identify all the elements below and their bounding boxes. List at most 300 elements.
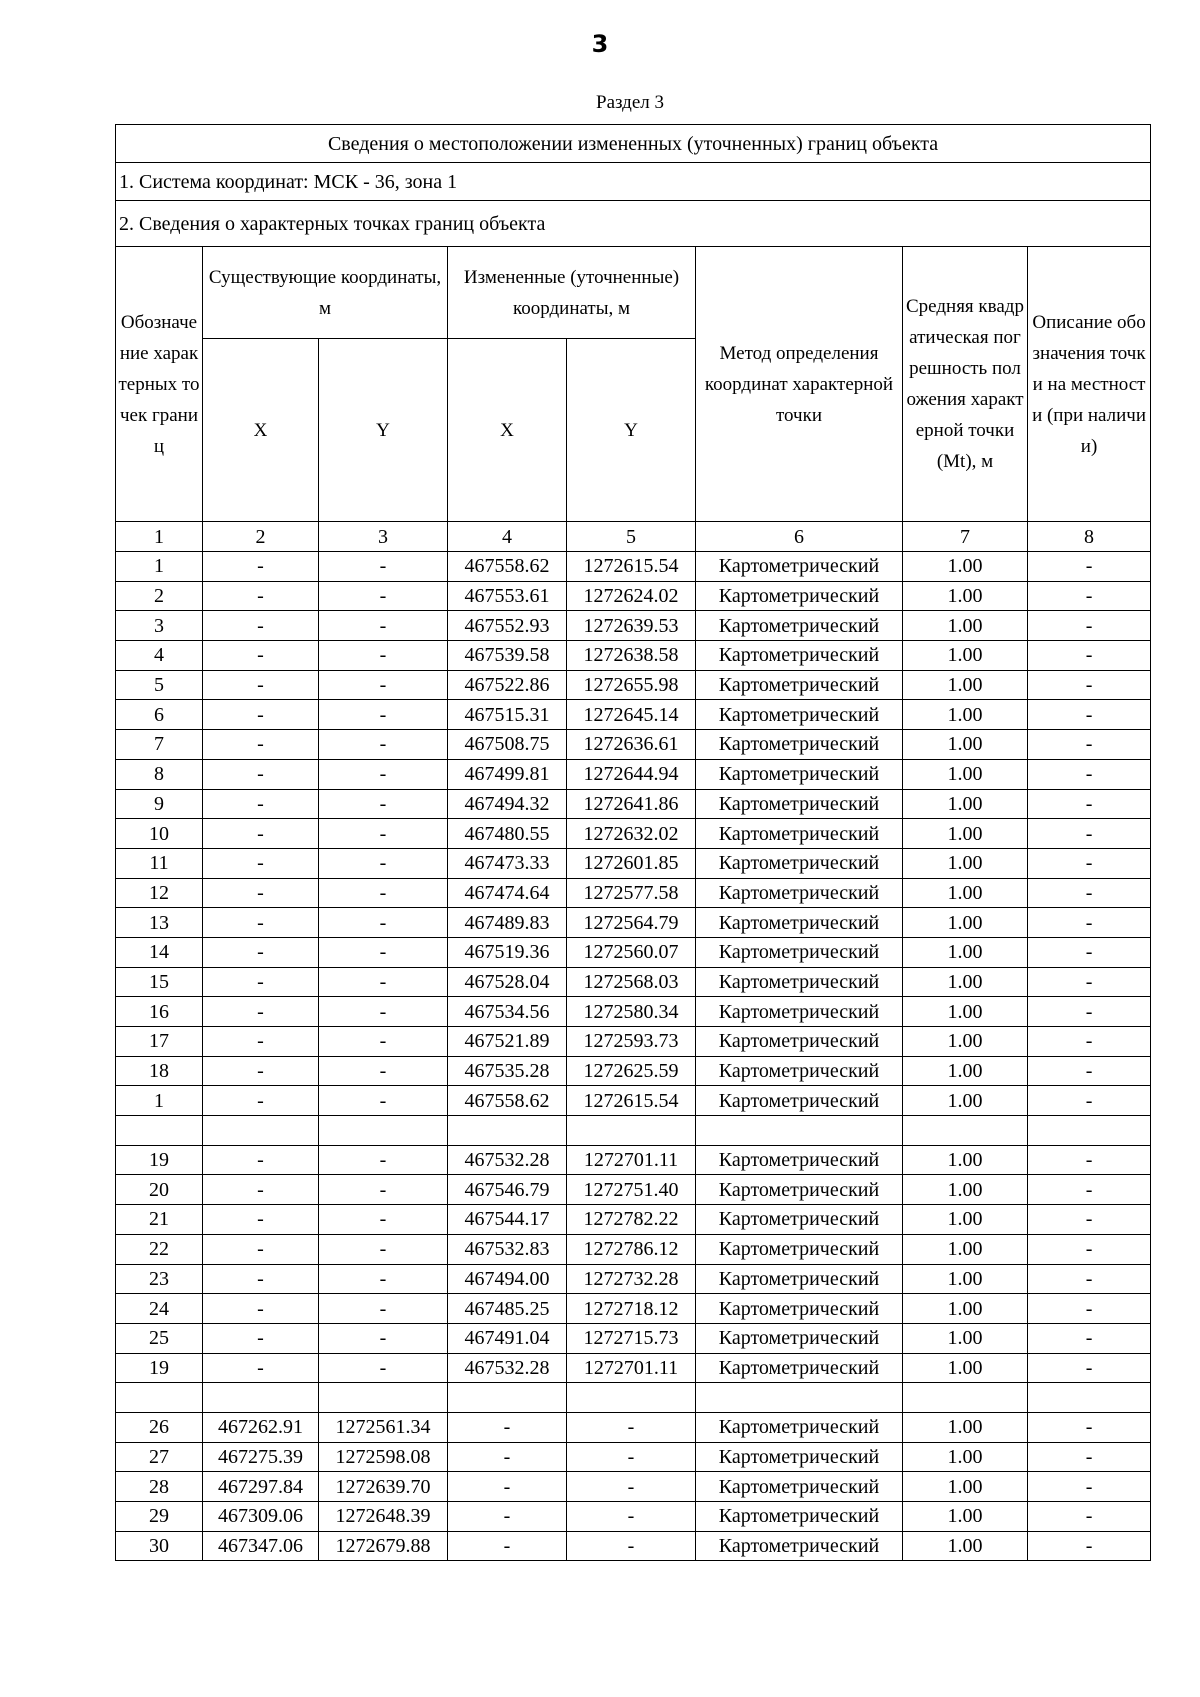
- table-cell: 1.00: [903, 819, 1028, 849]
- table-cell: -: [203, 908, 319, 938]
- empty-cell: [1028, 1116, 1151, 1146]
- table-cell: -: [319, 1323, 448, 1353]
- table-cell: -: [203, 759, 319, 789]
- table-cell: 1.00: [903, 552, 1028, 582]
- table-cell: -: [1028, 700, 1151, 730]
- column-number: 6: [696, 522, 903, 552]
- table-cell: Картометрический: [696, 997, 903, 1027]
- table-cell: -: [319, 730, 448, 760]
- table-cell: 1272751.40: [567, 1175, 696, 1205]
- table-cell: 1.00: [903, 878, 1028, 908]
- table-row: [116, 1145, 1151, 1175]
- table-row: [116, 1294, 1151, 1324]
- table-cell: -: [319, 1175, 448, 1205]
- table-cell: -: [1028, 1234, 1151, 1264]
- table-cell: Картометрический: [696, 581, 903, 611]
- table-cell: 467532.83: [448, 1234, 567, 1264]
- table-cell: Картометрический: [696, 700, 903, 730]
- table-cell: 1272732.28: [567, 1264, 696, 1294]
- table-cell: -: [319, 819, 448, 849]
- table-cell: Картометрический: [696, 611, 903, 641]
- table-cell: 1.00: [903, 1027, 1028, 1057]
- table-cell: 1272638.58: [567, 641, 696, 671]
- header-changed-y: Y: [567, 339, 696, 522]
- table-cell: 15: [116, 967, 203, 997]
- empty-cell: [448, 1116, 567, 1146]
- table-cell: 1: [116, 1086, 203, 1116]
- table-cell: 22: [116, 1234, 203, 1264]
- table-cell: -: [567, 1412, 696, 1442]
- table-cell: 1272718.12: [567, 1294, 696, 1324]
- table-cell: 24: [116, 1294, 203, 1324]
- table-cell: -: [319, 937, 448, 967]
- table-cell: 12: [116, 878, 203, 908]
- table-cell: 467553.61: [448, 581, 567, 611]
- separator-row: [116, 1116, 1151, 1146]
- table-cell: 5: [116, 670, 203, 700]
- table-row: [116, 1175, 1151, 1205]
- table-cell: 1.00: [903, 700, 1028, 730]
- table-cell: -: [1028, 1086, 1151, 1116]
- table-cell: -: [1028, 1353, 1151, 1383]
- table-cell: 1272593.73: [567, 1027, 696, 1057]
- table-cell: -: [319, 967, 448, 997]
- table-cell: 6: [116, 700, 203, 730]
- empty-cell: [903, 1116, 1028, 1146]
- table-cell: 1272615.54: [567, 552, 696, 582]
- table-cell: -: [1028, 1502, 1151, 1532]
- table-row: [116, 819, 1151, 849]
- table-cell: 3: [116, 611, 203, 641]
- table-cell: 4: [116, 641, 203, 671]
- table-cell: -: [1028, 1294, 1151, 1324]
- table-cell: 1272624.02: [567, 581, 696, 611]
- table-cell: 1.00: [903, 1056, 1028, 1086]
- table-cell: -: [203, 1027, 319, 1057]
- empty-cell: [448, 1383, 567, 1413]
- table-cell: 1272639.70: [319, 1472, 448, 1502]
- table-cell: 1.00: [903, 1145, 1028, 1175]
- table-cell: 1272641.86: [567, 789, 696, 819]
- table-cell: 1272679.88: [319, 1531, 448, 1561]
- table-cell: 1272580.34: [567, 997, 696, 1027]
- points-info-row: 2. Сведения о характерных точках границ объекта: [116, 201, 1151, 247]
- table-cell: 14: [116, 937, 203, 967]
- table-cell: 1272701.11: [567, 1145, 696, 1175]
- empty-cell: [319, 1383, 448, 1413]
- table-row: [116, 1056, 1151, 1086]
- table-row: [116, 759, 1151, 789]
- table-cell: -: [1028, 1175, 1151, 1205]
- table-row: [116, 552, 1151, 582]
- table-cell: 467485.25: [448, 1294, 567, 1324]
- table-cell: -: [203, 670, 319, 700]
- table-row: [116, 641, 1151, 671]
- coord-system-row: 1. Система координат: МСК - 36, зона 1: [116, 163, 1151, 201]
- table-cell: 1272560.07: [567, 937, 696, 967]
- table-cell: -: [319, 1027, 448, 1057]
- table-cell: 18: [116, 1056, 203, 1086]
- header-existing-y: Y: [319, 339, 448, 522]
- header-existing-coordinates: Существующие координаты, м: [203, 247, 448, 339]
- table-cell: -: [1028, 581, 1151, 611]
- table-cell: Картометрический: [696, 1442, 903, 1472]
- header-point-designation: Обозначение характерных точек границ: [116, 247, 203, 522]
- table-cell: 1.00: [903, 1175, 1028, 1205]
- column-number: 1: [116, 522, 203, 552]
- table-cell: -: [1028, 1056, 1151, 1086]
- table-cell: -: [448, 1531, 567, 1561]
- table-cell: -: [319, 700, 448, 730]
- table-cell: 1.00: [903, 1412, 1028, 1442]
- table-cell: 1.00: [903, 1531, 1028, 1561]
- header-accuracy: Средняя квадратическая погрешность положения характерной точки (Mt), м: [903, 247, 1028, 522]
- table-cell: 467522.86: [448, 670, 567, 700]
- table-cell: 1.00: [903, 937, 1028, 967]
- column-number: 5: [567, 522, 696, 552]
- table-cell: 1.00: [903, 967, 1028, 997]
- table-row: [116, 1472, 1151, 1502]
- table-cell: Картометрический: [696, 1353, 903, 1383]
- table-cell: Картометрический: [696, 1145, 903, 1175]
- table-cell: -: [319, 1264, 448, 1294]
- table-cell: -: [1028, 878, 1151, 908]
- table-cell: 23: [116, 1264, 203, 1294]
- table-cell: 1.00: [903, 1234, 1028, 1264]
- table-row: [116, 1264, 1151, 1294]
- table-cell: 467473.33: [448, 848, 567, 878]
- table-cell: -: [448, 1502, 567, 1532]
- table-row: [116, 1086, 1151, 1116]
- empty-cell: [567, 1383, 696, 1413]
- table-cell: 1272644.94: [567, 759, 696, 789]
- table-cell: -: [567, 1472, 696, 1502]
- table-cell: -: [319, 997, 448, 1027]
- table-cell: -: [567, 1502, 696, 1532]
- table-cell: Картометрический: [696, 1472, 903, 1502]
- table-cell: -: [319, 670, 448, 700]
- table-cell: 1272625.59: [567, 1056, 696, 1086]
- table-cell: -: [1028, 1472, 1151, 1502]
- table-title: Сведения о местоположении измененных (уточненных) границ объекта: [116, 125, 1151, 163]
- table-cell: 1272636.61: [567, 730, 696, 760]
- table-cell: -: [203, 1205, 319, 1235]
- column-number: 8: [1028, 522, 1151, 552]
- table-row: [116, 700, 1151, 730]
- table-cell: 1.00: [903, 581, 1028, 611]
- table-cell: 467347.06: [203, 1531, 319, 1561]
- table-cell: 1.00: [903, 1472, 1028, 1502]
- table-cell: 1272561.34: [319, 1412, 448, 1442]
- table-row: [116, 1234, 1151, 1264]
- table-cell: 1.00: [903, 1205, 1028, 1235]
- table-cell: 467532.28: [448, 1145, 567, 1175]
- table-cell: 21: [116, 1205, 203, 1235]
- header-method: Метод определения координат характерной точки: [696, 247, 903, 522]
- table-cell: Картометрический: [696, 1086, 903, 1116]
- page-number: 3: [591, 30, 609, 58]
- table-cell: 1272568.03: [567, 967, 696, 997]
- table-cell: 1272715.73: [567, 1323, 696, 1353]
- empty-cell: [696, 1383, 903, 1413]
- table-cell: -: [203, 997, 319, 1027]
- table-cell: 1.00: [903, 789, 1028, 819]
- table-cell: -: [1028, 789, 1151, 819]
- empty-cell: [203, 1383, 319, 1413]
- table-cell: 30: [116, 1531, 203, 1561]
- table-cell: 1.00: [903, 1353, 1028, 1383]
- table-cell: 467515.31: [448, 700, 567, 730]
- table-cell: -: [1028, 848, 1151, 878]
- table-cell: 1272639.53: [567, 611, 696, 641]
- table-cell: -: [319, 908, 448, 938]
- table-cell: 1272601.85: [567, 848, 696, 878]
- table-cell: -: [203, 1175, 319, 1205]
- table-cell: 467535.28: [448, 1056, 567, 1086]
- table-cell: -: [448, 1442, 567, 1472]
- table-cell: 1.00: [903, 848, 1028, 878]
- table-cell: -: [1028, 1027, 1151, 1057]
- table-cell: Картометрический: [696, 848, 903, 878]
- table-cell: -: [203, 641, 319, 671]
- table-cell: -: [203, 967, 319, 997]
- table-cell: -: [1028, 1205, 1151, 1235]
- empty-cell: [696, 1116, 903, 1146]
- empty-cell: [116, 1116, 203, 1146]
- separator-row: [116, 1383, 1151, 1413]
- table-row: [116, 997, 1151, 1027]
- table-cell: 1.00: [903, 1294, 1028, 1324]
- table-cell: Картометрический: [696, 641, 903, 671]
- empty-cell: [567, 1116, 696, 1146]
- empty-cell: [903, 1383, 1028, 1413]
- table-cell: Картометрический: [696, 1502, 903, 1532]
- table-cell: -: [203, 730, 319, 760]
- table-cell: 1.00: [903, 1323, 1028, 1353]
- table-cell: Картометрический: [696, 908, 903, 938]
- table-cell: 1272598.08: [319, 1442, 448, 1472]
- table-cell: -: [319, 1353, 448, 1383]
- table-cell: -: [203, 1056, 319, 1086]
- table-cell: -: [1028, 670, 1151, 700]
- table-cell: 467480.55: [448, 819, 567, 849]
- table-row: [116, 1442, 1151, 1472]
- table-cell: 467491.04: [448, 1323, 567, 1353]
- table-cell: -: [319, 1086, 448, 1116]
- header-changed-x: X: [448, 339, 567, 522]
- table-cell: 27: [116, 1442, 203, 1472]
- table-cell: -: [319, 1234, 448, 1264]
- table-cell: 467297.84: [203, 1472, 319, 1502]
- table-cell: Картометрический: [696, 967, 903, 997]
- table-cell: -: [203, 937, 319, 967]
- table-cell: -: [319, 552, 448, 582]
- table-cell: 19: [116, 1353, 203, 1383]
- table-cell: Картометрический: [696, 789, 903, 819]
- empty-cell: [203, 1116, 319, 1146]
- table-cell: Картометрический: [696, 1264, 903, 1294]
- table-cell: -: [203, 581, 319, 611]
- table-cell: -: [319, 789, 448, 819]
- column-number: 2: [203, 522, 319, 552]
- column-number: 7: [903, 522, 1028, 552]
- header-changed-coordinates: Измененные (уточненные) координаты, м: [448, 247, 696, 339]
- table-cell: 467544.17: [448, 1205, 567, 1235]
- table-cell: -: [203, 1145, 319, 1175]
- table-cell: -: [203, 552, 319, 582]
- table-cell: Картометрический: [696, 1056, 903, 1086]
- table-row: [116, 1205, 1151, 1235]
- table-cell: -: [448, 1412, 567, 1442]
- table-cell: Картометрический: [696, 670, 903, 700]
- table-row: [116, 967, 1151, 997]
- table-cell: -: [319, 1294, 448, 1324]
- table-cell: 1.00: [903, 1502, 1028, 1532]
- table-cell: -: [1028, 1412, 1151, 1442]
- table-cell: -: [319, 611, 448, 641]
- table-cell: Картометрический: [696, 552, 903, 582]
- empty-cell: [1028, 1383, 1151, 1413]
- table-cell: -: [319, 878, 448, 908]
- table-row: [116, 1353, 1151, 1383]
- table-cell: 1.00: [903, 1264, 1028, 1294]
- table-cell: -: [319, 641, 448, 671]
- table-cell: -: [319, 1205, 448, 1235]
- table-cell: 1272645.14: [567, 700, 696, 730]
- table-cell: Картометрический: [696, 878, 903, 908]
- table-cell: 26: [116, 1412, 203, 1442]
- table-cell: 16: [116, 997, 203, 1027]
- table-cell: 1272564.79: [567, 908, 696, 938]
- table-cell: -: [203, 789, 319, 819]
- table-cell: Картометрический: [696, 1205, 903, 1235]
- table-cell: -: [203, 848, 319, 878]
- table-cell: 19: [116, 1145, 203, 1175]
- column-number: 4: [448, 522, 567, 552]
- table-cell: -: [203, 878, 319, 908]
- table-cell: 467474.64: [448, 878, 567, 908]
- table-cell: 20: [116, 1175, 203, 1205]
- table-cell: -: [1028, 1442, 1151, 1472]
- table-cell: 17: [116, 1027, 203, 1057]
- section-title: Раздел 3: [596, 92, 664, 113]
- table-cell: 467519.36: [448, 937, 567, 967]
- table-cell: 467528.04: [448, 967, 567, 997]
- table-cell: 25: [116, 1323, 203, 1353]
- header-description: Описание обозначения точки на местности (при наличии): [1028, 247, 1151, 522]
- table-row: [116, 1502, 1151, 1532]
- table-cell: 8: [116, 759, 203, 789]
- table-cell: -: [448, 1472, 567, 1502]
- table-cell: -: [203, 1294, 319, 1324]
- table-cell: 1.00: [903, 1442, 1028, 1472]
- table-cell: -: [203, 700, 319, 730]
- table-cell: 467309.06: [203, 1502, 319, 1532]
- boundary-points-table: [115, 124, 1151, 1561]
- table-cell: 1272786.12: [567, 1234, 696, 1264]
- table-cell: -: [1028, 1323, 1151, 1353]
- table-cell: -: [1028, 1531, 1151, 1561]
- table-cell: -: [1028, 730, 1151, 760]
- table-row: [116, 581, 1151, 611]
- table-cell: 467552.93: [448, 611, 567, 641]
- table-cell: 467558.62: [448, 1086, 567, 1116]
- table-cell: 1.00: [903, 908, 1028, 938]
- table-cell: -: [1028, 611, 1151, 641]
- table-cell: 11: [116, 848, 203, 878]
- table-row: [116, 670, 1151, 700]
- table-cell: 1272782.22: [567, 1205, 696, 1235]
- table-cell: 467494.00: [448, 1264, 567, 1294]
- table-cell: Картометрический: [696, 1531, 903, 1561]
- table-cell: 28: [116, 1472, 203, 1502]
- header-existing-x: X: [203, 339, 319, 522]
- table-cell: Картометрический: [696, 1294, 903, 1324]
- table-cell: 2: [116, 581, 203, 611]
- table-cell: -: [1028, 1264, 1151, 1294]
- table-cell: -: [203, 819, 319, 849]
- table-cell: -: [1028, 967, 1151, 997]
- empty-cell: [319, 1116, 448, 1146]
- table-cell: -: [567, 1531, 696, 1561]
- table-cell: -: [1028, 997, 1151, 1027]
- table-cell: 13: [116, 908, 203, 938]
- table-cell: 467532.28: [448, 1353, 567, 1383]
- table-row: [116, 611, 1151, 641]
- table-cell: 9: [116, 789, 203, 819]
- table-cell: 467262.91: [203, 1412, 319, 1442]
- table-cell: -: [319, 759, 448, 789]
- table-cell: 467539.58: [448, 641, 567, 671]
- table-cell: 1272655.98: [567, 670, 696, 700]
- table-row: [116, 878, 1151, 908]
- table-row: [116, 1412, 1151, 1442]
- table-cell: 1.00: [903, 611, 1028, 641]
- table-cell: -: [319, 1056, 448, 1086]
- table-cell: 7: [116, 730, 203, 760]
- table-cell: -: [1028, 937, 1151, 967]
- table-row: [116, 908, 1151, 938]
- table-cell: -: [1028, 759, 1151, 789]
- table-cell: Картометрический: [696, 759, 903, 789]
- table-cell: 1272577.58: [567, 878, 696, 908]
- table-cell: 1272615.54: [567, 1086, 696, 1116]
- table-cell: -: [203, 1086, 319, 1116]
- table-cell: 1.00: [903, 759, 1028, 789]
- table-cell: 467489.83: [448, 908, 567, 938]
- table-cell: -: [203, 611, 319, 641]
- table-cell: Картометрический: [696, 1412, 903, 1442]
- table-cell: 1.00: [903, 997, 1028, 1027]
- table-cell: 1.00: [903, 670, 1028, 700]
- table-cell: 467499.81: [448, 759, 567, 789]
- table-cell: Картометрический: [696, 1027, 903, 1057]
- table-cell: 1.00: [903, 641, 1028, 671]
- table-cell: 467508.75: [448, 730, 567, 760]
- table-cell: 467546.79: [448, 1175, 567, 1205]
- table-cell: 1: [116, 552, 203, 582]
- table-cell: Картометрический: [696, 1175, 903, 1205]
- table-cell: -: [203, 1264, 319, 1294]
- table-body: [116, 552, 1151, 1561]
- table-cell: 1272648.39: [319, 1502, 448, 1532]
- table-row: [116, 730, 1151, 760]
- table-cell: -: [1028, 1145, 1151, 1175]
- table-cell: 1.00: [903, 1086, 1028, 1116]
- table-cell: -: [567, 1442, 696, 1472]
- table-cell: 467275.39: [203, 1442, 319, 1472]
- table-cell: 1272701.11: [567, 1353, 696, 1383]
